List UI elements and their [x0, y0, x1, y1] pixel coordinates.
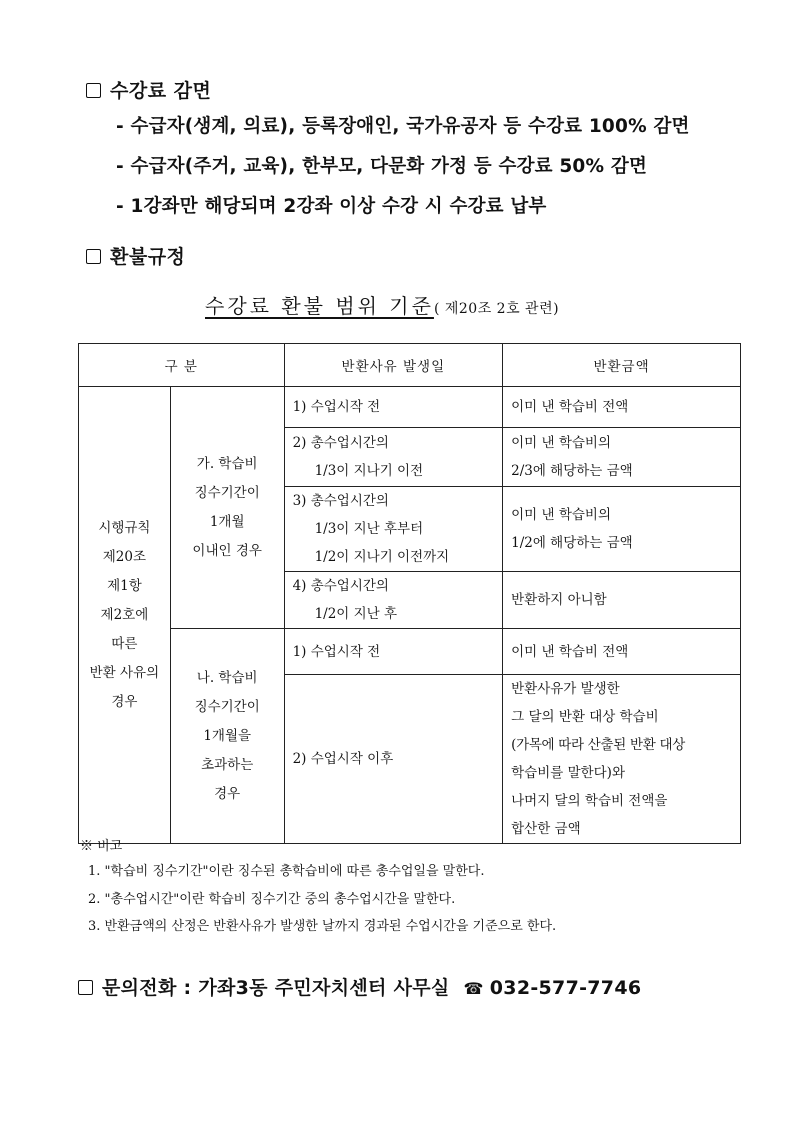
amount-line: 1/2에 해당하는 금액 [511, 535, 633, 551]
amount-cell [503, 487, 741, 572]
amount-cell [503, 428, 741, 487]
amount-line: 이미 낸 학습비의 [511, 435, 611, 451]
amount-cell [503, 629, 741, 675]
phone-icon: ☎ [463, 979, 484, 998]
contact-phone-number[interactable]: 032-577-7746 [489, 977, 642, 999]
checkbox-square-icon [78, 980, 93, 995]
reason-line: 2) 총수업시간의 [292, 435, 389, 451]
amount-line: 2/3에 해당하는 금액 [511, 463, 633, 479]
category-line: 반환 사유의 [89, 664, 160, 681]
refund-table-caption [205, 290, 559, 319]
discount-title-text: 수강료 감면 [110, 80, 212, 102]
contact-line [78, 973, 641, 1000]
group-a-label [170, 387, 284, 629]
table-row [79, 387, 741, 428]
category-line: 제1항 [107, 577, 142, 594]
discount-bullet-2: - 수급자(주거, 교육), 한부모, 다문화 가정 등 수강료 50% 감면 [116, 156, 648, 177]
notes-section [80, 835, 556, 941]
reason-cell [284, 487, 503, 572]
contact-label: 문의전화 : 가좌3동 주민자치센터 사무실 [102, 977, 450, 999]
checkbox-square-icon [86, 249, 101, 264]
table-title: 수강료 환불 범위 기준 [205, 294, 434, 318]
reason-line: 1) 수업시작 전 [292, 643, 381, 660]
amount-line: 나머지 달의 학습비 전액을 [511, 793, 668, 809]
category-line: 시행규칙 [98, 519, 151, 536]
group-label-line: 가. 학습비 [196, 455, 258, 472]
amount-line: 이미 낸 학습비의 [511, 507, 611, 523]
category-line: 따른 [111, 635, 138, 652]
category-cell [79, 387, 171, 844]
amount-line: 학습비를 말한다)와 [511, 765, 625, 781]
amount-line: 이미 낸 학습비 전액 [511, 399, 629, 415]
group-label-line: 1개월 [209, 513, 245, 530]
notes-header: ※ 비고 [80, 839, 123, 854]
amount-line: 반환사유가 발생한 [511, 681, 620, 697]
note-item-1: 1. "학습비 징수기간"이란 징수된 총학습비에 따른 총수업일을 말한다. [88, 864, 485, 879]
table-row [79, 629, 741, 675]
amount-line: 반환하지 아니함 [511, 592, 607, 608]
reason-cell [284, 629, 503, 675]
reason-line: 1/2이 지나기 이전까지 [314, 549, 450, 565]
reason-cell [284, 675, 503, 844]
amount-line: 그 달의 반환 대상 학습비 [511, 709, 659, 725]
amount-line: 이미 낸 학습비 전액 [511, 643, 629, 660]
reason-line: 2) 수업시작 이후 [292, 751, 394, 767]
refund-table [78, 343, 741, 844]
reason-line: 1/2이 지난 후 [314, 606, 398, 622]
amount-line: 합산한 금액 [511, 821, 581, 837]
table-reference: ( 제20조 2호 관련) [433, 301, 560, 317]
reason-line: 1/3이 지난 후부터 [314, 521, 424, 537]
note-item-3: 3. 반환금액의 산정은 반환사유가 발생한 날까지 경과된 수업시간을 기준으로 한다. [88, 919, 557, 934]
group-label-line: 경우 [214, 785, 241, 802]
reason-line: 3) 총수업시간의 [292, 493, 389, 509]
reason-line: 1/3이 지나기 이전 [314, 463, 424, 479]
refund-title-text: 환불규정 [110, 246, 186, 268]
discount-bullet-3: - 1강좌만 해당되며 2강좌 이상 수강 시 수강료 납부 [116, 196, 547, 217]
header-category: 구 분 [79, 344, 285, 387]
amount-cell [503, 675, 741, 844]
group-label-line: 나. 학습비 [196, 669, 258, 686]
table-header-row [79, 344, 741, 387]
discount-bullet-1: - 수급자(생계, 의료), 등록장애인, 국가유공자 등 수강료 100% 감면 [116, 116, 690, 137]
category-line: 제2호에 [100, 606, 149, 623]
reason-cell [284, 387, 503, 428]
amount-line: (가목에 따라 산출된 반환 대상 [511, 737, 685, 753]
group-label-line: 1개월을 [203, 727, 252, 744]
header-refund-amount: 반환금액 [503, 344, 741, 387]
reason-line: 1) 수업시작 전 [292, 399, 381, 415]
reason-line: 4) 총수업시간의 [292, 578, 389, 594]
group-label-line: 징수기간이 [194, 484, 260, 501]
amount-cell [503, 572, 741, 629]
checkbox-square-icon [86, 83, 101, 98]
amount-cell [503, 387, 741, 428]
reason-cell [284, 428, 503, 487]
refund-section-title [86, 242, 185, 269]
group-b-label [170, 629, 284, 844]
group-label-line: 초과하는 [201, 756, 254, 773]
header-reason-date: 반환사유 발생일 [284, 344, 503, 387]
group-label-line: 이내인 경우 [192, 542, 262, 559]
reason-cell [284, 572, 503, 629]
note-item-2: 2. "총수업시간"이란 학습비 징수기간 중의 총수업시간을 말한다. [88, 891, 456, 907]
group-label-line: 징수기간이 [194, 698, 260, 715]
discount-section-title [86, 76, 211, 103]
category-line: 경우 [111, 693, 138, 710]
category-line: 제20조 [102, 548, 147, 565]
